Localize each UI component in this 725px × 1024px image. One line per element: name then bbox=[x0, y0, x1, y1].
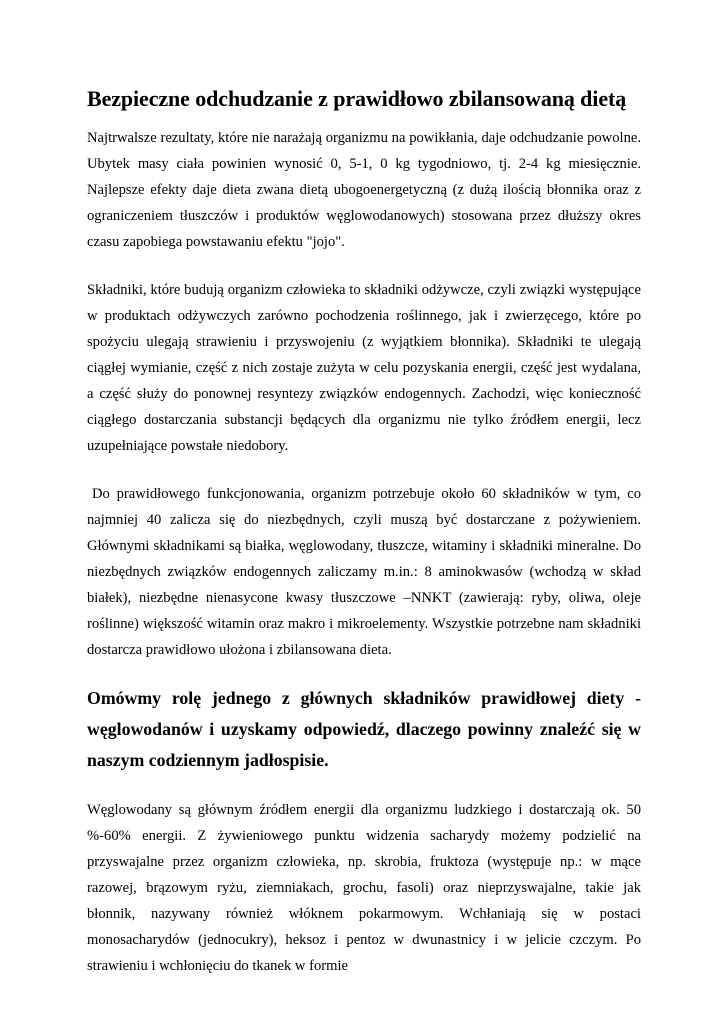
document-body bbox=[87, 84, 641, 979]
paragraph-nutrients: Składniki, które budują organizm człowieka to składniki odżywcze, czyli związki występujące w produktach odżywczych zarówno pochodzenia roślinnego, jak i zwierzęcego, które po spożyciu ulegają strawieniu i przyswojeniu (z wyjątkiem błonnika). Składniki te ulegają ciągłej wymianie, część z nich zostaje zużyta w celu pozyskania energii, część jest wydalana, a część służy do ponownej resyntezy związków endogennych. Zachodzi, więc konieczność ciągłego dostarczania substancji będących dla organizmu nie tylko źródłem energii, lecz uzupełniające powstałe niedobory. bbox=[87, 282, 641, 454]
section-heading: Omówmy rolę jednego z głównych składników prawidłowej diety - węglowodanów i uzyskamy odpowiedź, dlaczego powinny znaleźć się w naszym codziennym jadłospisie. bbox=[87, 688, 641, 770]
paragraph-essential-components: Do prawidłowego funkcjonowania, organizm potrzebuje około 60 składników w tym, co najmniej 40 zalicza się do niezbędnych, czyli muszą być dostarczane z pożywieniem. Głównymi składnikami są białka, węglowodany, tłuszcze, witaminy i składniki mineralne. Do niezbędnych związków endogennych zaliczamy m.in.: 8 aminokwasów (wchodzą w skład białek), niezbędne nienasycone kwasy tłuszczowe –NNKT (zawierają: ryby, oliwa, oleje roślinne) większość witamin oraz makro i mikroelementy. Wszystkie potrzebne nam składniki dostarcza prawidłowo ułożona i zbilansowana dieta. bbox=[87, 486, 641, 658]
document-title: Bezpieczne odchudzanie z prawidłowo zbilansowaną dietą bbox=[87, 86, 627, 111]
paragraph-carbohydrates: Węglowodany są głównym źródłem energii dla organizmu ludzkiego i dostarczają ok. 50 %-60% energii. Z żywieniowego punktu widzenia sacharydy możemy podzielić na przyswajalne przez organizm człowieka, np. skrobia, fruktoza (występuje np.: w mące razowej, brązowym ryżu, ziemniakach, grochu, fasoli) oraz nieprzyswajalne, takie jak błonnik, nazywany również włóknem pokarmowym. Wchłaniają się w postaci monosacharydów (jednocukry), heksoz i pentoz w dwunastnicy i w jelicie czczym. Po strawieniu i wchłonięciu do tkanek w formie bbox=[87, 802, 641, 974]
paragraph-weight-loss: Najtrwalsze rezultaty, które nie narażają organizmu na powikłania, daje odchudzanie powolne. Ubytek masy ciała powinien wynosić 0, 5-1, 0 kg tygodniowo, tj. 2-4 kg miesięcznie. Najlepsze efekty daje dieta zwana dietą ubogoenergetyczną (z dużą ilością błonnika oraz z ograniczeniem tłuszczów i produktów węglowodanowych) stosowana przez dłuższy okres czasu zapobiega powstawaniu efektu "jojo". bbox=[87, 130, 641, 250]
